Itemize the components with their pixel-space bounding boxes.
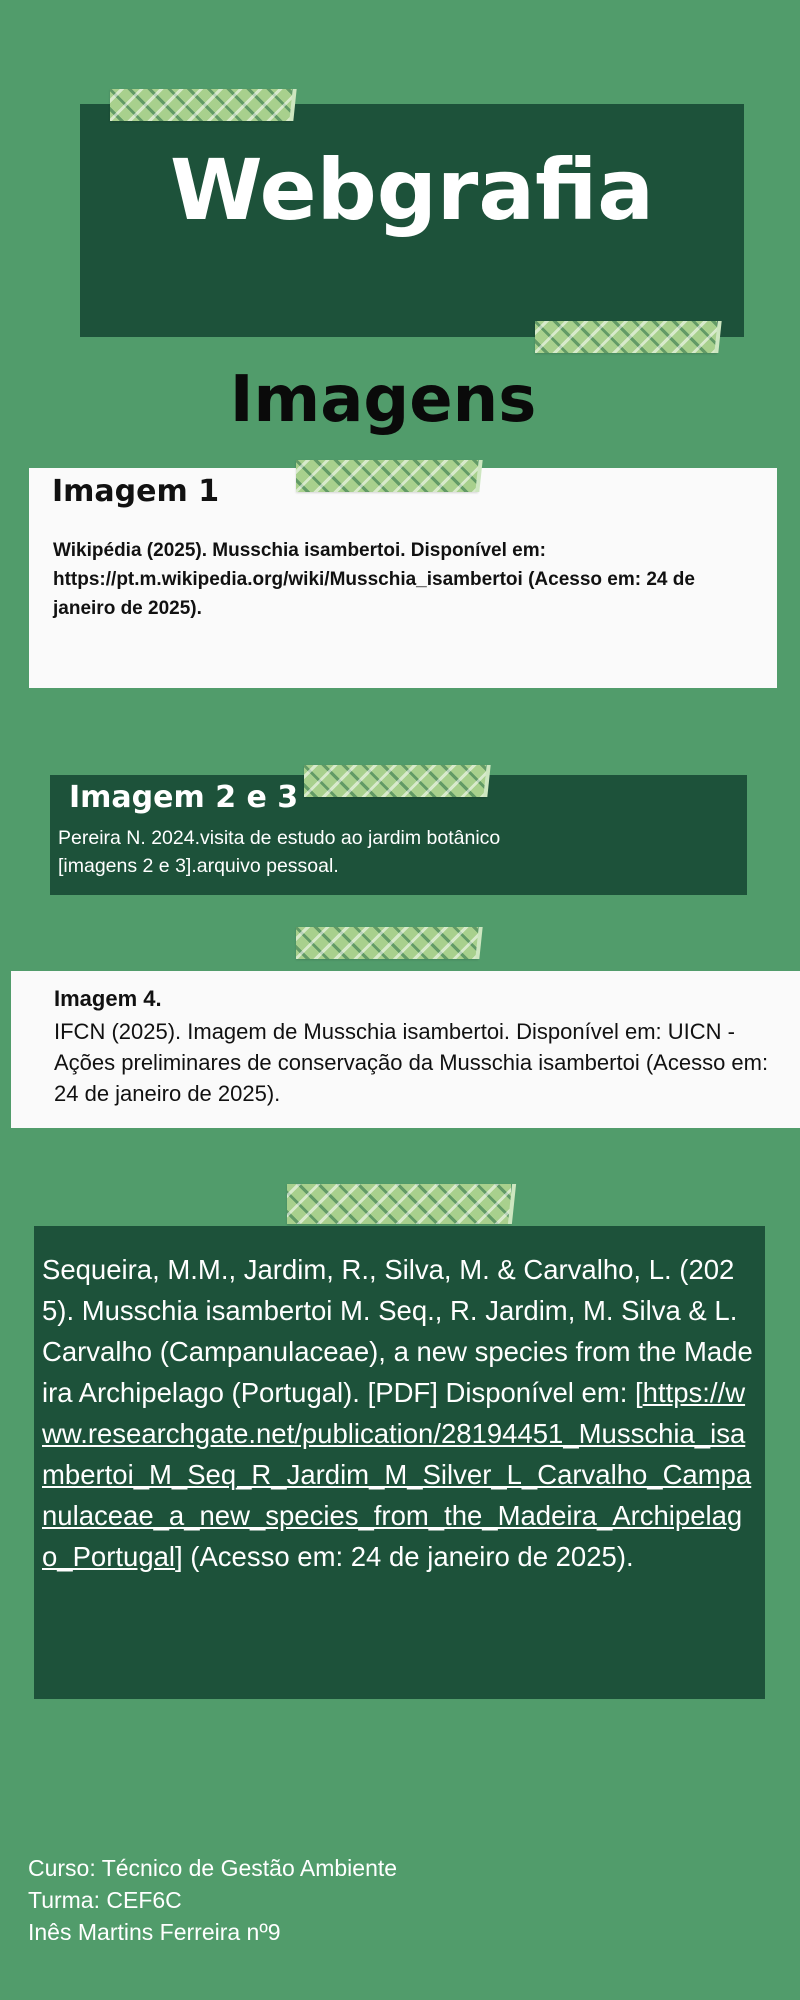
researchgate-link[interactable]: https://www.researchgate.net/publication/28194451_Musschia_isambertoi_M_Seq_R_Jardim_M_Silver_L_Carvalho_Campanulaceae_a_new_species_from_the_Madeira_Archipelago_Portugal	[42, 1377, 752, 1572]
reference-access-date: ] (Acesso em: 24 de janeiro de 2025).	[175, 1541, 634, 1572]
reference-text	[42, 1249, 756, 1577]
card-title: Imagem 4.	[54, 986, 162, 1011]
washi-tape-decoration	[304, 765, 486, 797]
washi-tape-decoration	[296, 927, 478, 959]
washi-tape-decoration	[287, 1184, 511, 1224]
page-title: Webgrafia	[170, 141, 654, 239]
author-label: Inês Martins Ferreira nº9	[28, 1919, 281, 1945]
class-label: Turma: CEF6C	[28, 1887, 182, 1913]
reference-text: Wikipédia (2025). Musschia isambertoi. Disponível em: https://pt.m.wikipedia.org/wiki/Musschia_isambertoi (Acesso em: 24 de janeiro de 2025).	[53, 540, 695, 619]
reference-line: [imagens 2 e 3].arquivo pessoal.	[58, 855, 339, 877]
footer-credits	[28, 1852, 628, 1948]
washi-tape-decoration	[110, 89, 292, 121]
section-heading: Imagens	[229, 363, 537, 437]
card-title: Imagem 2 e 3	[69, 780, 299, 815]
course-label: Curso: Técnico de Gestão Ambiente	[28, 1855, 398, 1881]
reference-citation: Sequeira, M.M., Jardim, R., Silva, M. & Carvalho, L. (2025). Musschia isambertoi M. Seq., R. Jardim, M. Silva & L. Carvalho (Campanulaceae), a new species from the Madeira Archipelago (Portugal). [PDF] Disponível em: [	[42, 1254, 753, 1408]
washi-tape-decoration	[296, 460, 478, 492]
card-title: Imagem 1	[52, 474, 220, 509]
reference-text	[58, 824, 658, 880]
washi-tape-decoration	[535, 321, 717, 353]
reference-text: IFCN (2025). Imagem de Musschia isambertoi. Disponível em: UICN - Ações preliminares de conservação da Musschia isambertoi (Acesso em: 24 de janeiro de 2025).	[54, 1019, 769, 1106]
reference-line: Pereira N. 2024.visita de estudo ao jardim botânico	[58, 827, 501, 849]
